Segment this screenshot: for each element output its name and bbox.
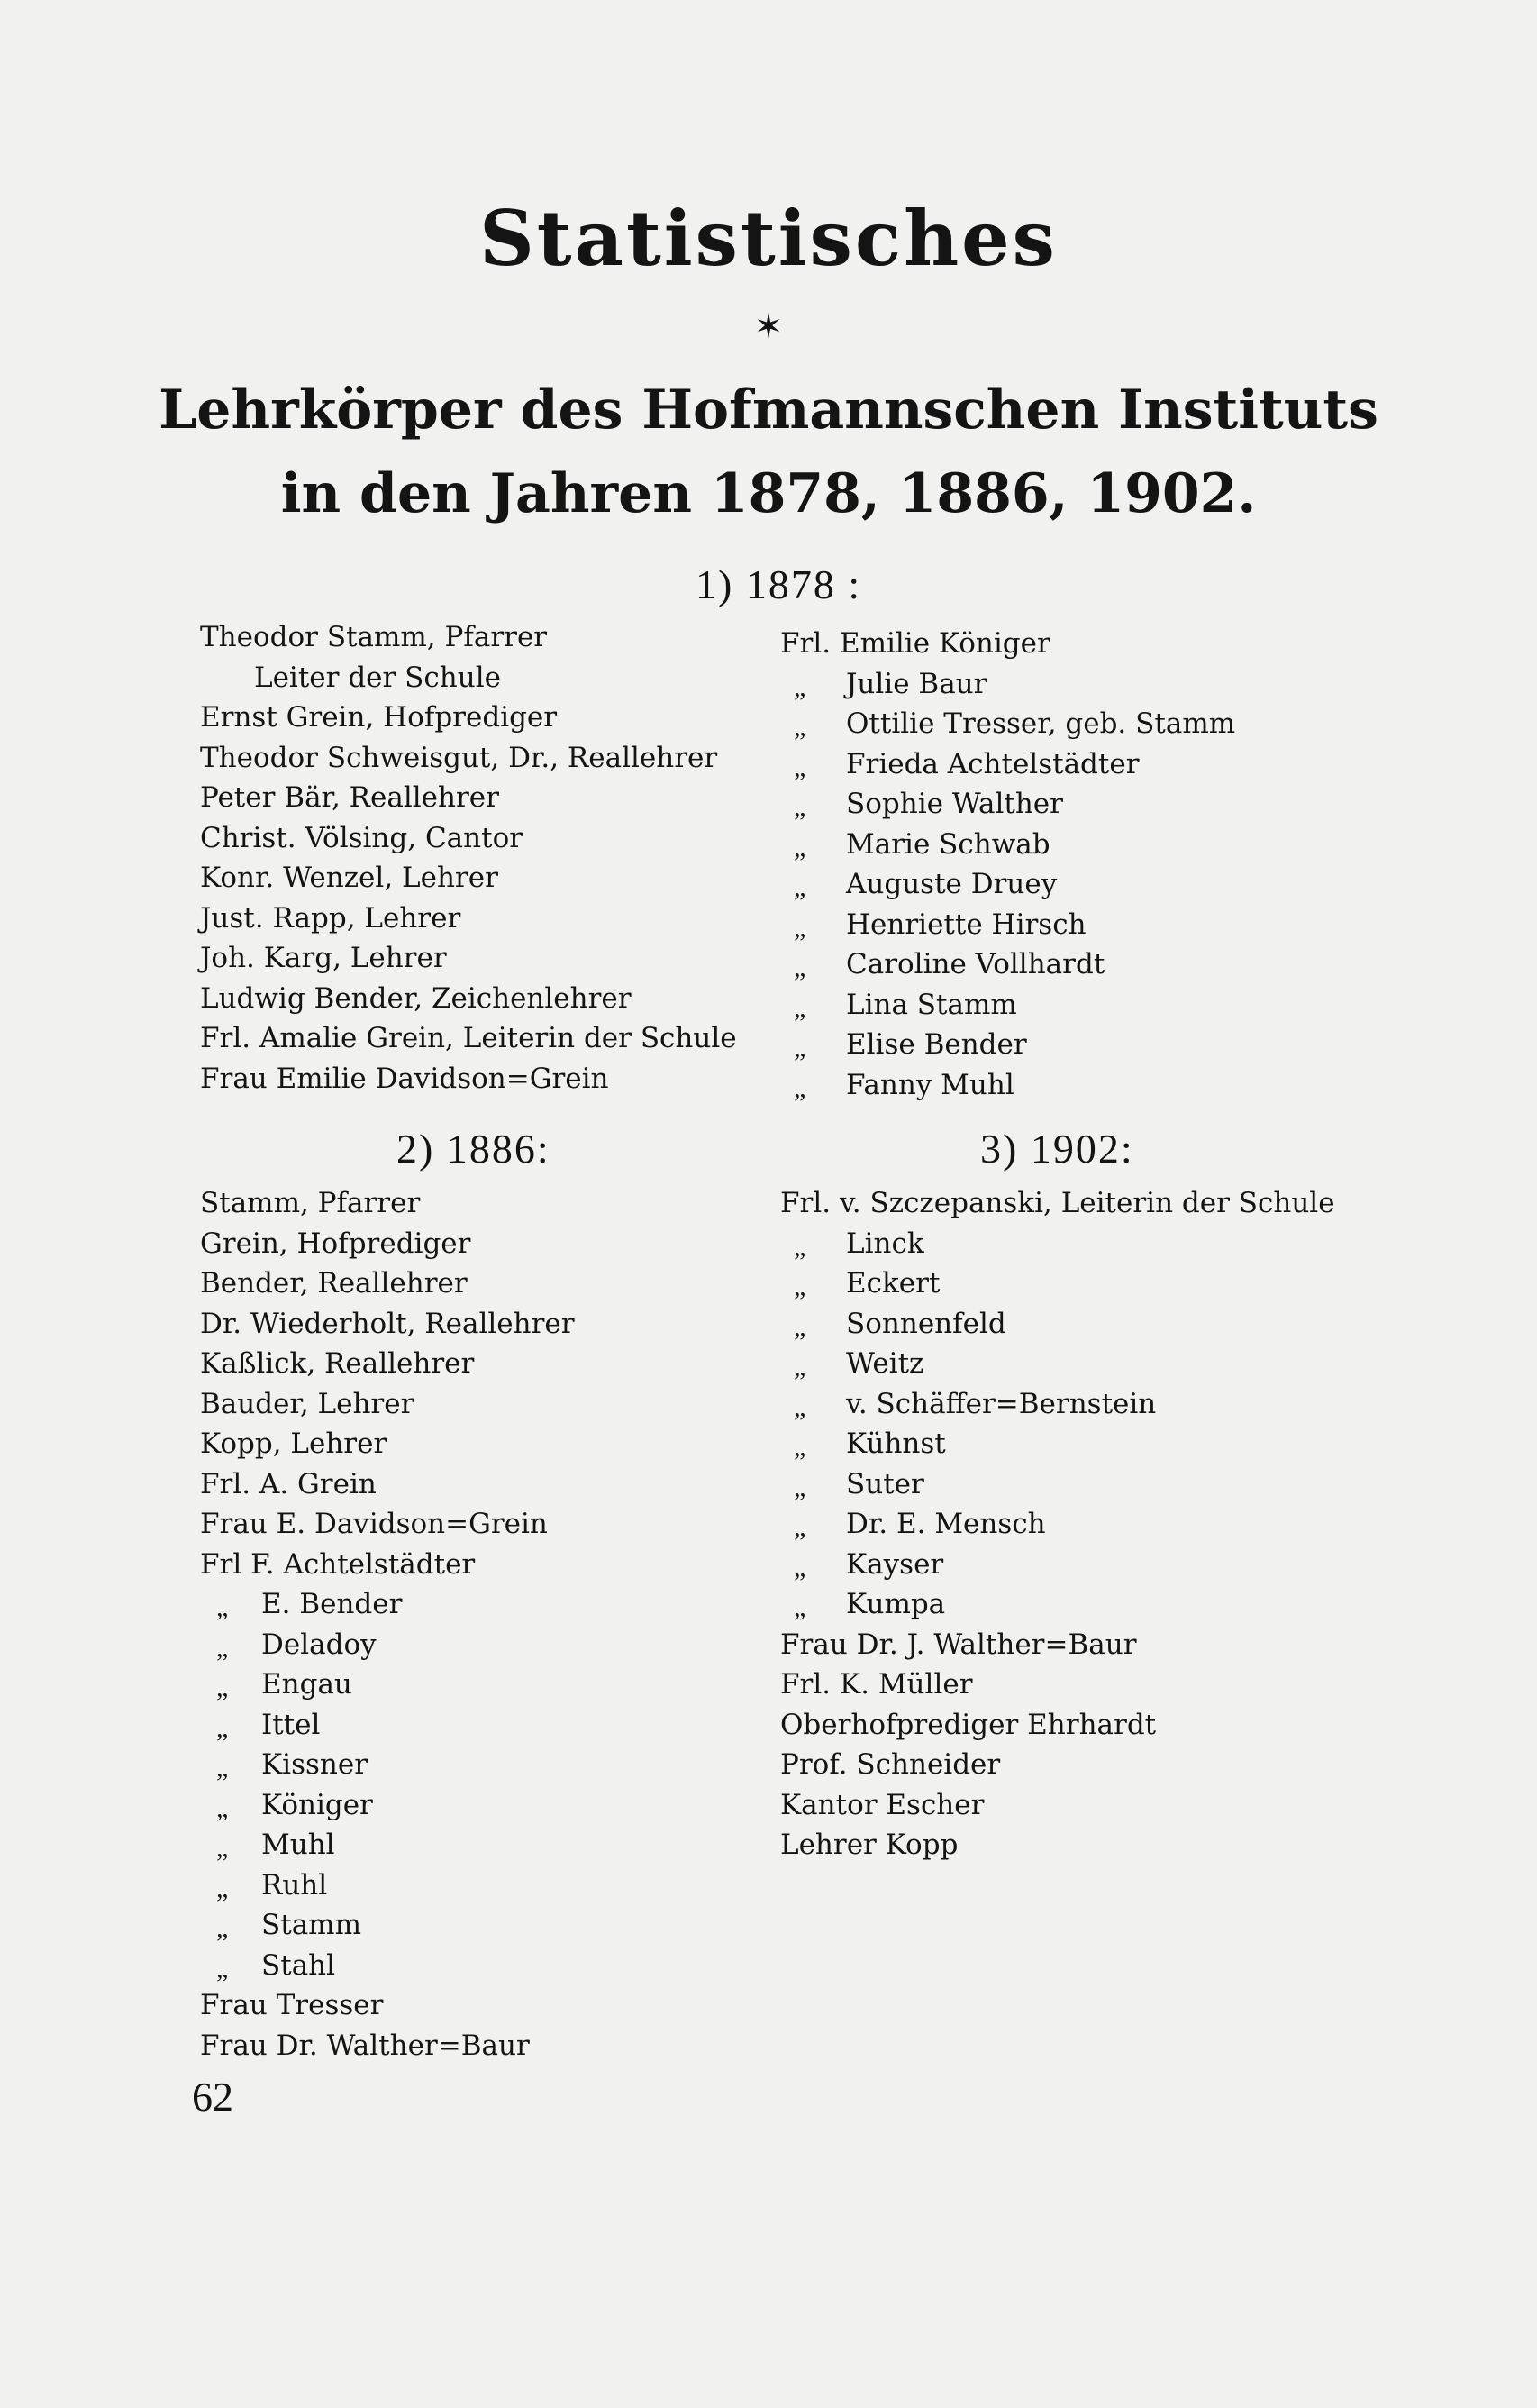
- list-item-text: Engau: [261, 1668, 352, 1701]
- list-item: Konr. Wenzel, Lehrer: [200, 862, 498, 894]
- list-item: [200, 1625, 575, 1665]
- list-item: Peter Bär, Reallehrer: [200, 781, 499, 814]
- ditto-mark: „: [216, 1953, 229, 1984]
- ditto-mark: „: [794, 1272, 806, 1301]
- list-item-text: Marie Schwab: [846, 827, 1050, 861]
- list-item: [780, 1384, 1335, 1425]
- list-item: [780, 784, 1235, 825]
- list-item-text: Frieda Achtelstädter: [846, 747, 1140, 780]
- list-item: Kopp, Lehrer: [200, 1427, 387, 1460]
- staff-list-1878-left: [200, 617, 737, 1099]
- list-item-text: Auguste Druey: [846, 868, 1058, 900]
- list-item: [780, 1224, 1335, 1264]
- list-item: Stamm, Pfarrer: [200, 1187, 421, 1219]
- list-item-text: Henriette Hirsch: [846, 908, 1087, 941]
- list-item: Frau Emilie Davidson=Grein: [200, 1062, 609, 1095]
- list-item-text: Suter: [846, 1467, 924, 1500]
- ditto-mark: „: [794, 1391, 806, 1422]
- list-item: [780, 905, 1235, 945]
- list-item-text: Kissner: [261, 1748, 368, 1781]
- ditto-mark: „: [216, 1913, 229, 1943]
- list-item: Kantor Escher: [780, 1788, 985, 1821]
- list-item-text: Kühnst: [846, 1427, 946, 1460]
- ditto-mark: „: [794, 671, 806, 702]
- ditto-mark: „: [794, 992, 806, 1023]
- ditto-mark: „: [794, 872, 806, 902]
- list-item: Theodor Schweisgut, Dr., Reallehrer: [200, 741, 718, 774]
- ditto-mark: „: [794, 832, 806, 862]
- list-item-text: Deladoy: [261, 1628, 377, 1661]
- list-item-text: Fanny Muhl: [846, 1068, 1014, 1101]
- ditto-mark: „: [216, 1792, 229, 1823]
- list-item-text: Ittel: [261, 1708, 321, 1741]
- list-item: Prof. Schneider: [780, 1748, 1001, 1781]
- list-item: Lehrer Kopp: [780, 1829, 959, 1861]
- ditto-mark: „: [794, 1072, 806, 1103]
- list-item: [200, 1745, 575, 1785]
- ditto-mark: „: [794, 953, 806, 982]
- page-number: 62: [192, 2074, 233, 2120]
- list-item: [200, 1584, 575, 1625]
- list-item-text: Sophie Walther: [846, 788, 1063, 820]
- list-item: Frau Dr. J. Walther=Baur: [780, 1628, 1137, 1661]
- ditto-mark: „: [794, 712, 806, 742]
- list-item: Ludwig Bender, Zeichenlehrer: [200, 981, 632, 1015]
- list-item: [780, 664, 1235, 705]
- list-item: Theodor Stamm, Pfarrer: [200, 621, 548, 653]
- list-item-text: Sonnenfeld: [846, 1307, 1006, 1340]
- list-item-text: Kayser: [846, 1547, 944, 1581]
- list-item: Frl. K. Müller: [780, 1668, 973, 1701]
- list-item-text: Julie Baur: [846, 667, 987, 700]
- ditto-mark: „: [216, 1753, 229, 1783]
- list-item: Frl. A. Grein: [200, 1467, 377, 1500]
- list-item-text: Stahl: [261, 1948, 336, 1982]
- list-item: [780, 1464, 1335, 1505]
- list-item: [780, 744, 1235, 785]
- list-item: [780, 944, 1235, 985]
- ditto-mark: „: [794, 1552, 806, 1583]
- ditto-mark: „: [794, 1592, 806, 1622]
- page-title: Statistisches: [479, 194, 1058, 283]
- list-item: [780, 825, 1235, 865]
- list-item-text: Dr. E. Mensch: [846, 1508, 1046, 1540]
- heading-1902: 3) 1902:: [980, 1126, 1134, 1172]
- list-item-text: E. Bender: [261, 1588, 403, 1620]
- list-item: [780, 1584, 1335, 1625]
- list-item-text: Muhl: [261, 1829, 335, 1861]
- list-item: Bauder, Lehrer: [200, 1387, 414, 1420]
- list-item-text: Elise Bender: [846, 1028, 1027, 1061]
- list-item: [780, 1304, 1335, 1345]
- list-item: [200, 1705, 575, 1746]
- list-item: [200, 1946, 575, 1986]
- list-item: Grein, Hofprediger: [200, 1227, 471, 1260]
- list-item: Dr. Wiederholt, Reallehrer: [200, 1307, 575, 1340]
- list-item: [780, 985, 1235, 1026]
- list-item: Just. Rapp, Lehrer: [200, 901, 461, 935]
- ditto-mark: „: [794, 792, 806, 822]
- list-item: Frl F. Achtelstädter: [200, 1547, 476, 1581]
- list-item: Joh. Karg, Lehrer: [200, 942, 447, 974]
- list-item: [200, 1825, 575, 1865]
- list-item: [780, 1504, 1335, 1545]
- list-item-text: Stamm: [261, 1909, 361, 1941]
- ditto-mark: „: [794, 1512, 806, 1542]
- ditto-mark: „: [794, 1352, 806, 1382]
- ditto-mark: „: [794, 1231, 806, 1262]
- subtitle-line-2: in den Jahren 1878, 1886, 1902.: [280, 462, 1257, 525]
- list-item-text: Ruhl: [261, 1868, 328, 1902]
- ditto-mark: „: [794, 1311, 806, 1342]
- staff-list-1902: [780, 1183, 1335, 1865]
- list-item: Frl. Amalie Grein, Leiterin der Schule: [200, 1022, 737, 1054]
- list-item: [780, 704, 1235, 744]
- list-item: [780, 1263, 1335, 1304]
- list-item: [200, 1865, 575, 1906]
- list-item: Leiter der Schule: [254, 661, 501, 694]
- list-item: Ernst Grein, Hofprediger: [200, 701, 558, 734]
- subtitle-line-1: Lehrkörper des Hofmannschen Instituts: [159, 379, 1378, 442]
- list-item: Bender, Reallehrer: [200, 1267, 468, 1300]
- list-item-text: Weitz: [846, 1347, 924, 1380]
- ditto-mark: „: [794, 1432, 806, 1462]
- list-item-text: Königer: [261, 1788, 373, 1821]
- ditto-mark: „: [794, 1033, 806, 1063]
- ditto-mark: „: [794, 912, 806, 943]
- list-item-text: Eckert: [846, 1267, 941, 1300]
- list-item: Oberhofprediger Ehrhardt: [780, 1708, 1157, 1741]
- list-item: [780, 1065, 1235, 1106]
- list-item-text: Caroline Vollhardt: [846, 948, 1105, 981]
- list-item-text: Lina Stamm: [846, 988, 1017, 1021]
- ditto-mark: „: [216, 1673, 229, 1702]
- list-item: Kaßlick, Reallehrer: [200, 1347, 475, 1380]
- list-item: [780, 864, 1235, 905]
- list-item: [780, 1025, 1235, 1065]
- ditto-mark: „: [216, 1833, 229, 1863]
- list-item: Frau E. Davidson=Grein: [200, 1508, 548, 1540]
- list-item: [780, 1424, 1335, 1464]
- list-item-text: Kumpa: [846, 1588, 946, 1620]
- list-item-text: v. Schäffer=Bernstein: [846, 1387, 1157, 1420]
- ditto-mark: „: [216, 1632, 229, 1663]
- list-item: [780, 1545, 1335, 1585]
- ditto-mark: „: [216, 1873, 229, 1903]
- ditto-mark: „: [216, 1712, 229, 1743]
- ditto-mark: „: [794, 1472, 806, 1502]
- list-item: Frau Dr. Walther=Baur: [200, 2029, 530, 2062]
- list-item-text: Linck: [846, 1227, 924, 1260]
- list-item: Christ. Völsing, Cantor: [200, 821, 523, 854]
- list-item: Frau Tresser: [200, 1989, 384, 2021]
- list-item-text: Ottilie Tresser, geb. Stamm: [846, 707, 1236, 740]
- list-item: Frl. Emilie Königer: [780, 627, 1050, 660]
- heading-1886: 2) 1886:: [396, 1126, 550, 1172]
- list-item: Frl. v. Szczepanski, Leiterin der Schule: [780, 1187, 1335, 1219]
- list-item: [780, 1344, 1335, 1384]
- star-ornament: ✶: [754, 306, 783, 346]
- list-item: [200, 1665, 575, 1705]
- staff-list-1878-right: [780, 624, 1235, 1105]
- list-item: [200, 1905, 575, 1946]
- list-item: [200, 1785, 575, 1826]
- ditto-mark: „: [794, 752, 806, 782]
- heading-1878: 1) 1878 :: [696, 561, 862, 607]
- ditto-mark: „: [216, 1592, 229, 1622]
- staff-list-1886: [200, 1183, 575, 2066]
